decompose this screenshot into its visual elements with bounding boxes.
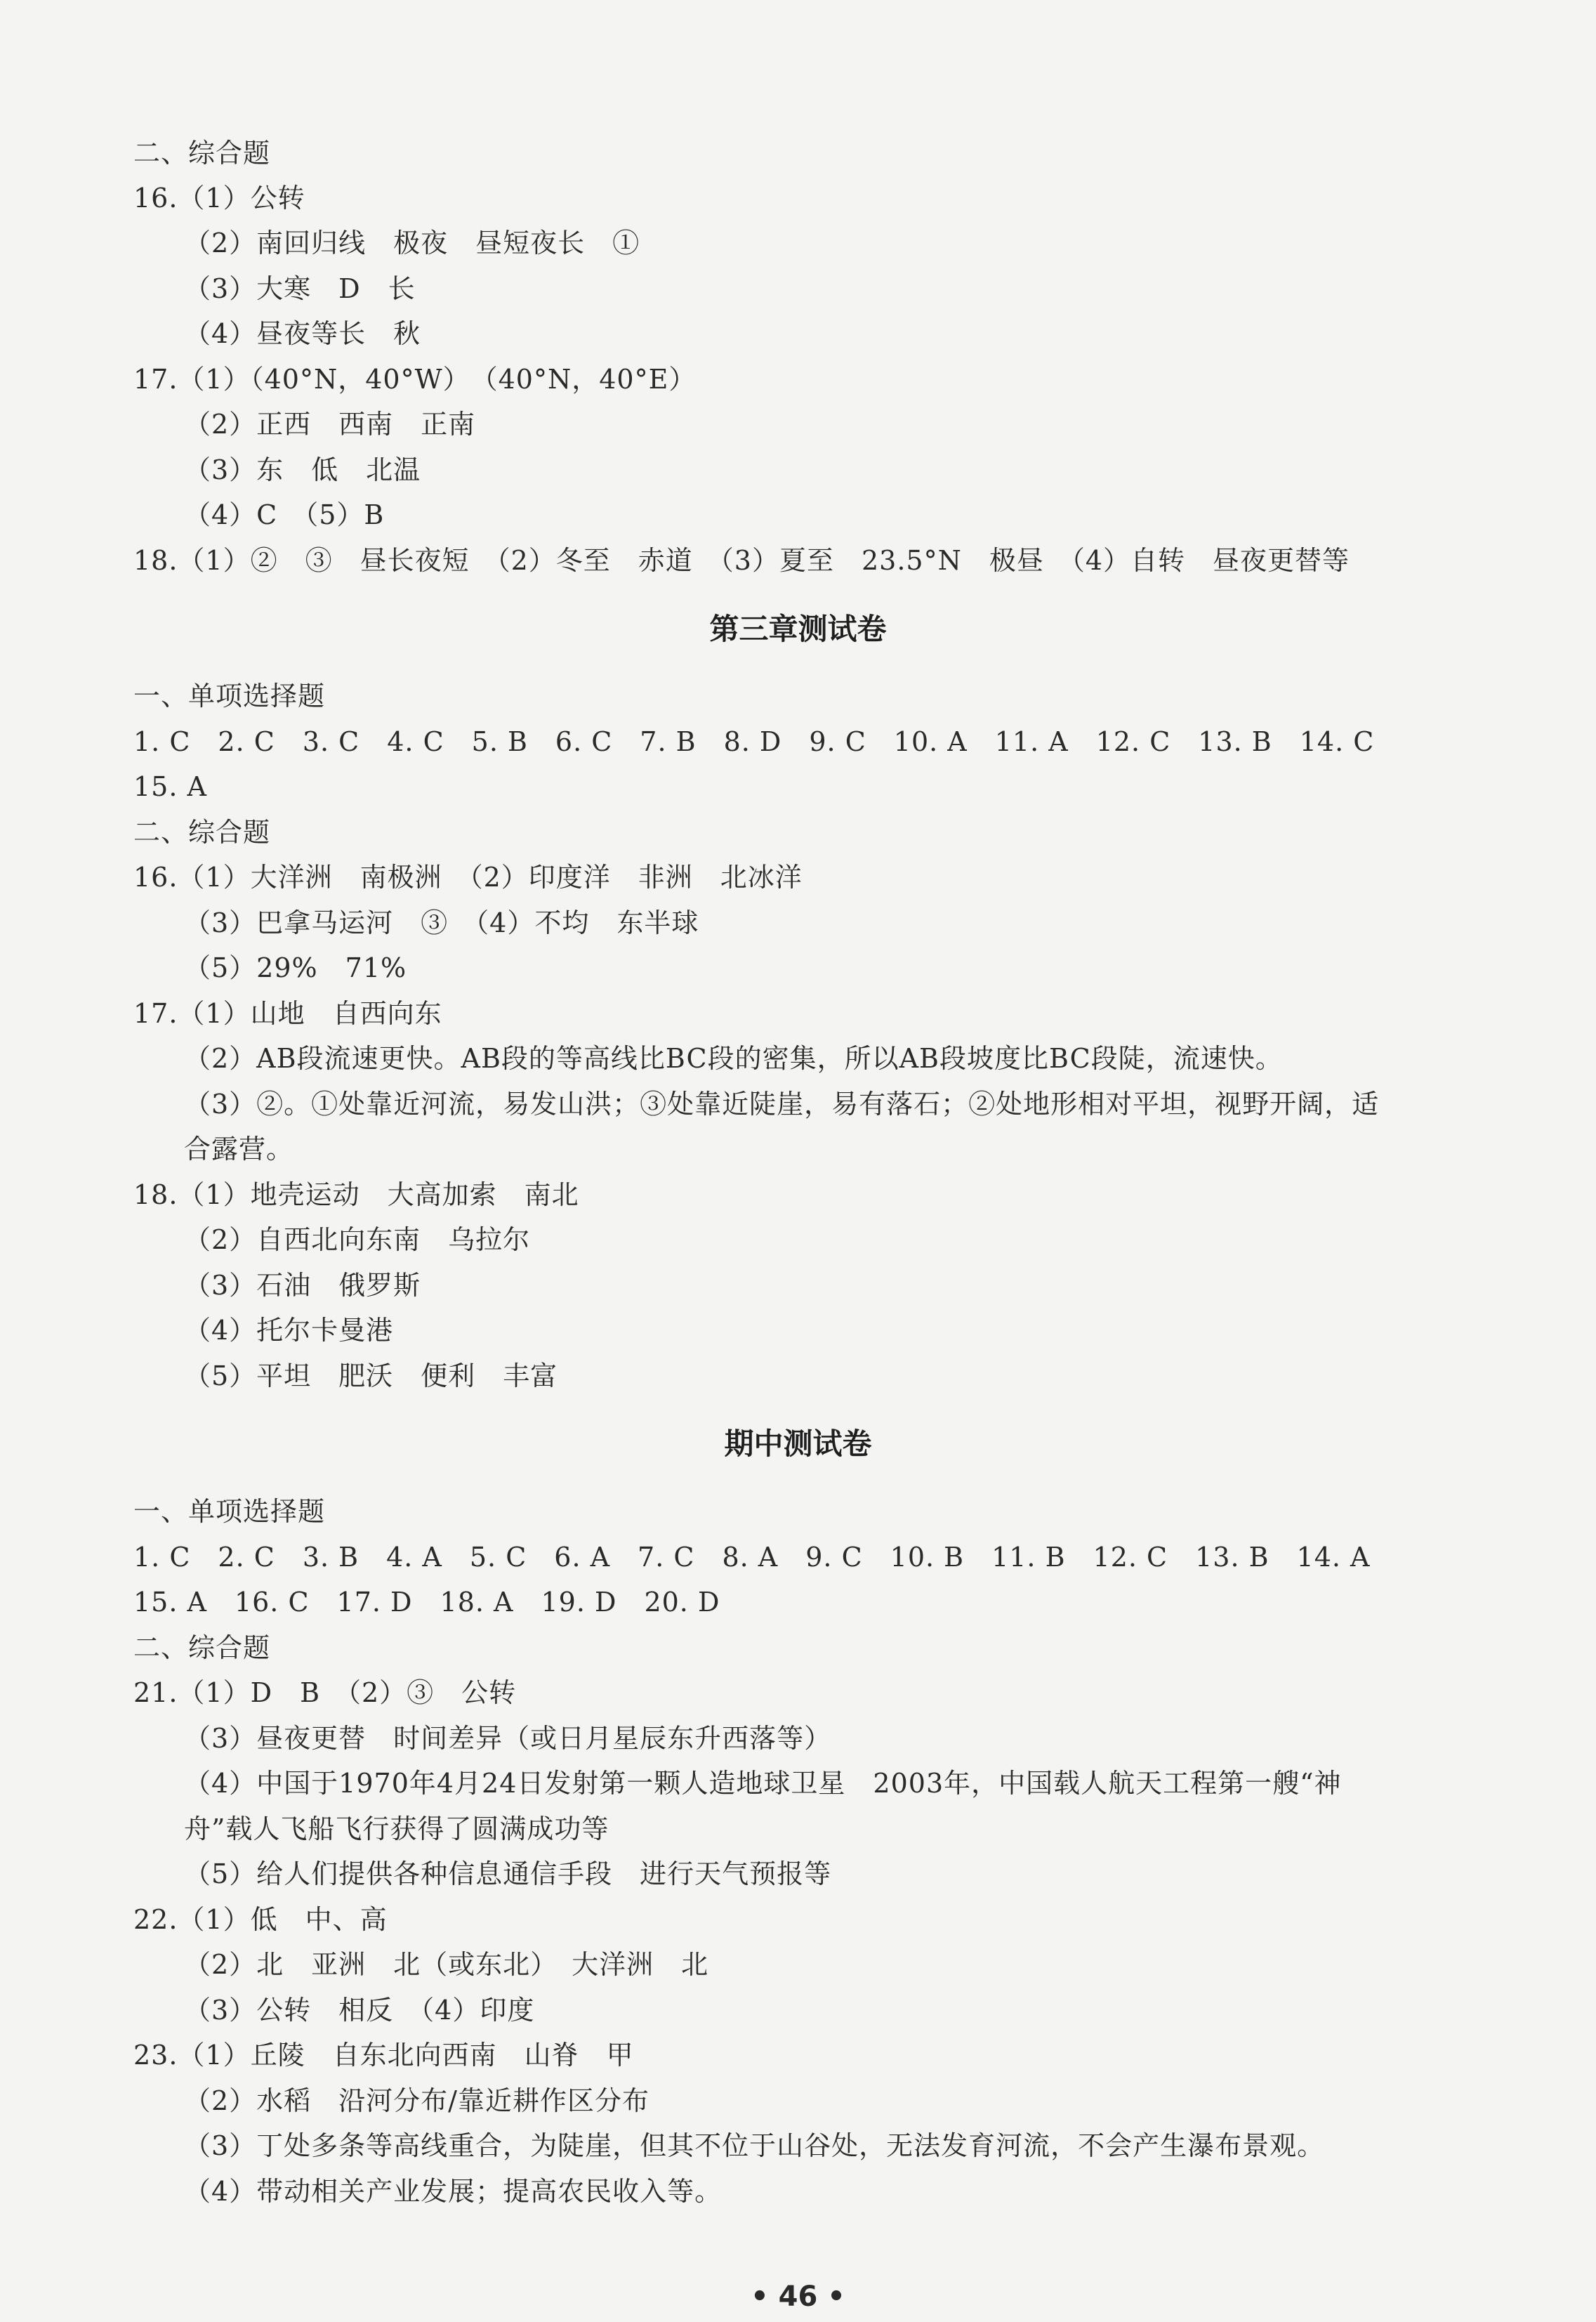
answer-line: 21.（1）D B （2）③ 公转 [133, 1677, 517, 1708]
answer-line: （3）巴拿马运河 ③ （4）不均 东半球 [184, 907, 699, 938]
answer-line: 1. C 2. C 3. B 4. A 5. C 6. A 7. C 8. A 9. C 10. B 11. B 12. C 13. B 14. A [133, 1542, 1371, 1573]
answer-line: （4）C （5）B [184, 499, 385, 530]
answer-line: （3）丁处多条等高线重合，为陡崖，但其不位于山谷处，无法发育河流，不会产生瀑布景观。 [184, 2130, 1325, 2161]
section-heading: 二、综合题 [133, 817, 271, 848]
answer-line: 17.（1）山地 自西向东 [133, 998, 442, 1029]
answer-line: 18.（1）② ③ 昼长夜短 （2）冬至 赤道 （3）夏至 23.5°N 极昼 （4）自转 昼夜更替等 [133, 545, 1350, 576]
answer-line: （5）平坦 肥沃 便利 丰富 [184, 1360, 558, 1391]
answer-line: 23.（1）丘陵 自东北向西南 山脊 甲 [133, 2040, 634, 2071]
section-heading: 二、综合题 [133, 138, 271, 169]
answer-line: 合露营。 [184, 1134, 294, 1165]
answer-line: 17.（1）（40°N，40°W） （40°N，40°E） [133, 364, 697, 395]
answer-line: （2）水稻 沿河分布/靠近耕作区分布 [184, 2085, 649, 2116]
answer-line: （3）东 低 北温 [184, 454, 421, 485]
answer-line: （4）昼夜等长 秋 [184, 318, 421, 349]
answer-line: （4）托尔卡曼港 [184, 1315, 394, 1346]
answer-line: 18.（1）地壳运动 大高加索 南北 [133, 1179, 579, 1210]
answer-line: 16.（1）公转 [133, 183, 305, 214]
answer-line: 1. C 2. C 3. C 4. C 5. B 6. C 7. B 8. D 9. C 10. A 11. A 12. C 13. B 14. C [133, 726, 1375, 757]
answer-line: （2）南回归线 极夜 昼短夜长 ① [184, 228, 640, 258]
chapter3-title: 第三章测试卷 [709, 612, 887, 646]
answer-line: （2）自西北向东南 乌拉尔 [184, 1224, 531, 1255]
section-heading: 一、单项选择题 [133, 681, 326, 711]
page-number: • 46 • [751, 2281, 845, 2313]
answer-line: 22.（1）低 中、高 [133, 1904, 388, 1935]
answer-line: 15. A 16. C 17. D 18. A 19. D 20. D [133, 1587, 720, 1618]
section-heading: 一、单项选择题 [133, 1496, 326, 1527]
answer-line: （2）AB段流速更快。AB段的等高线比BC段的密集，所以AB段坡度比BC段陡，流速快。 [184, 1043, 1283, 1074]
answer-line: （4）中国于1970年4月24日发射第一颗人造地球卫星 2003年，中国载人航天工程第一艘“神 [184, 1768, 1342, 1799]
answer-line: （5）给人们提供各种信息通信手段 进行天气预报等 [184, 1858, 832, 1889]
answer-line: （3）②。①处靠近河流，易发山洪；③处靠近陡崖，易有落石；②处地形相对平坦，视野开阔，适 [184, 1089, 1380, 1120]
answer-line: 舟”载人飞船飞行获得了圆满成功等 [184, 1813, 609, 1844]
answer-line: 16.（1）大洋洲 南极洲 （2）印度洋 非洲 北冰洋 [133, 862, 803, 893]
midterm-title: 期中测试卷 [724, 1426, 872, 1461]
answer-line: （4）带动相关产业发展；提高农民收入等。 [184, 2176, 723, 2207]
answer-line: （2）正西 西南 正南 [184, 409, 476, 440]
answer-line: （2）北 亚洲 北（或东北） 大洋洲 北 [184, 1949, 709, 1980]
answer-line: （3）石油 俄罗斯 [184, 1270, 421, 1301]
answer-line: （3）昼夜更替 时间差异（或日月星辰东升西落等） [184, 1723, 832, 1754]
answer-line: 15. A [133, 771, 207, 802]
answer-line: （3）大寒 D 长 [184, 273, 416, 304]
answer-line: （5）29% 71% [184, 952, 407, 983]
answer-line: （3）公转 相反 （4）印度 [184, 1995, 535, 2026]
section-heading: 二、综合题 [133, 1632, 271, 1663]
